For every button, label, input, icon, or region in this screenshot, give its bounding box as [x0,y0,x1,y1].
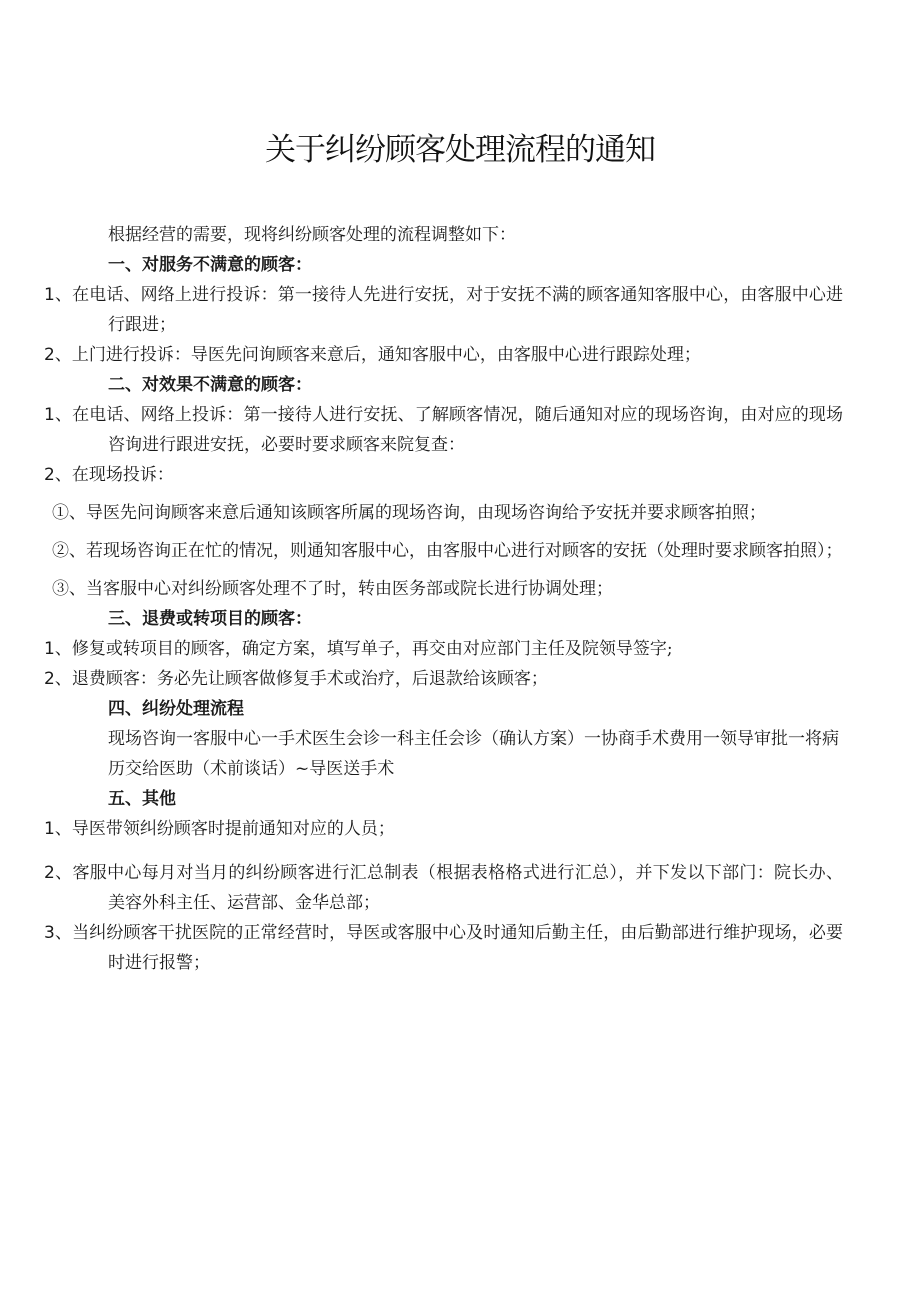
item-number: 1 [44,285,55,305]
item-text: 、在电话、网络上投诉：第一接待人进行安抚、了解顾客情况，随后通知对应的现场咨询，由对应的现场咨询进行跟进安抚，必要时要求顾客来院复查： [54,405,843,455]
section-heading-3: 三、退费或转项目的顾客： [108,609,312,629]
list-item [44,664,843,694]
document-body [44,220,843,978]
section-heading-1: 一、对服务不满意的顾客： [108,255,312,275]
item-number: 1 [44,819,55,839]
list-item [44,280,843,340]
section-heading-2: 二、对效果不满意的顾客： [108,375,312,395]
document-title: 关于纠纷顾客处理流程的通知 [265,132,655,168]
sub-item: ①、导医先问询顾客来意后通知该顾客所属的现场咨询，由现场咨询给予安抚并要求顾客拍照； [52,503,766,523]
section-heading-5: 五、其他 [108,789,176,809]
item-text: 、上门进行投诉：导医先问询顾客来意后，通知客服中心，由客服中心进行跟踪处理； [54,345,701,365]
item-text: 、退费顾客：务必先让顾客做修复手术或治疗，后退款给该顾客； [54,669,548,689]
item-number: 2 [44,863,55,883]
item-number: 2 [44,465,55,485]
item-text: 、当纠纷顾客干扰医院的正常经营时，导医或客服中心及时通知后勤主任，由后勤部进行维护现场，必要时进行报警； [54,923,843,973]
sub-item: ③、当客服中心对纠纷顾客处理不了时，转由医务部或院长进行协调处理； [52,579,613,599]
section-heading-4: 四、纠纷处理流程 [108,699,244,719]
list-item [44,858,843,918]
item-text: 、导医带领纠纷顾客时提前通知对应的人员； [54,819,395,839]
sub-item: ②、若现场咨询正在忙的情况，则通知客服中心，由客服中心进行对顾客的安抚（处理时要求顾客拍照）； [52,541,843,561]
list-item [44,460,843,490]
list-item [44,340,843,370]
intro-paragraph: 根据经营的需要，现将纠纷顾客处理的流程调整如下： [108,225,516,245]
item-text: 、客服中心每月对当月的纠纷顾客进行汇总制表（根据表格格式进行汇总），并下发以下部门：院长办、美容外科主任、运营部、金华总部； [54,863,843,913]
item-text: 、修复或转项目的顾客，确定方案，填写单子，再交由对应部门主任及院领导签字; [54,639,673,659]
item-number: 3 [44,923,55,943]
item-text: 、在电话、网络上进行投诉：第一接待人先进行安抚，对于安抚不满的顾客通知客服中心，由客服中心进行跟进； [54,285,843,335]
list-item [44,634,843,664]
item-number: 1 [44,405,55,425]
list-item [44,400,843,460]
list-item [44,814,843,844]
item-number: 2 [44,669,55,689]
process-flow-paragraph: 现场咨询一客服中心一手术医生会诊一科主任会诊（确认方案）一协商手术费用一领导审批一将病历交给医助（术前谈话）~导医送手术 [108,729,839,779]
item-number: 2 [44,345,55,365]
item-number: 1 [44,639,55,659]
item-text: 、在现场投诉： [54,465,174,485]
list-item [44,918,843,978]
